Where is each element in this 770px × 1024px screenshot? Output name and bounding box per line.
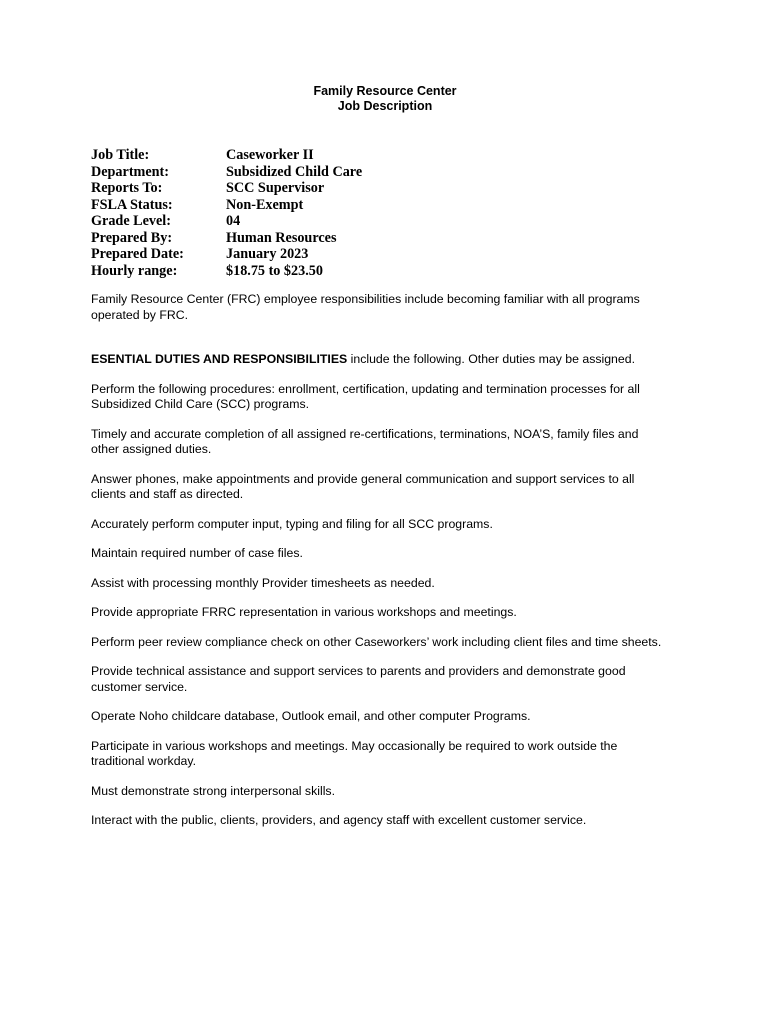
field-row-prepared-by [91,230,362,247]
duty-line: Participate in various workshops and meetings. May occasionally be required to work outside the [91,738,618,753]
duties-section [91,352,691,829]
duty-item [91,427,691,458]
field-row-job-title [91,147,362,164]
duty-line: Timely and accurate completion of all assigned re-certifications, terminations, NOA’S, family files and [91,426,639,441]
field-value: Subsidized Child Care [226,163,363,180]
intro-line: operated by FRC. [91,307,189,322]
field-label: FSLA Status: [91,196,173,213]
intro-line: Family Resource Center (FRC) employee responsibilities include becoming familiar with all programs [91,292,640,306]
field-label: Hourly range: [91,262,178,279]
field-label: Prepared By: [91,229,173,246]
duty-line: Interact with the public, clients, providers, and agency staff with excellent customer service. [91,813,587,827]
duty-item [91,784,691,800]
field-row-prepared-date [91,246,362,263]
field-value: Caseworker II [226,147,314,163]
field-label: Prepared Date: [91,246,184,262]
field-row-reports-to [91,180,362,197]
duty-line: Provide technical assistance and support services to parents and providers and demonstrate good [91,664,626,678]
duty-item [91,546,691,562]
duty-line: customer service. [91,679,188,694]
field-value: Human Resources [226,229,337,246]
duties-heading-rest: include the following. Other duties may be assigned. [347,352,635,366]
field-value: SCC Supervisor [226,180,325,196]
duty-line: Answer phones, make appointments and provide general communication and support services to all [91,471,635,486]
duty-item [91,813,691,829]
duty-line: Accurately perform computer input, typing and filing for all SCC programs. [91,516,493,531]
duty-item [91,517,691,533]
field-label: Job Title: [91,147,150,163]
field-value: Non-Exempt [226,196,304,213]
duty-item [91,382,691,413]
duty-line: Operate Noho childcare database, Outlook email, and other computer Programs. [91,709,531,723]
duty-item [91,664,691,695]
field-value: $18.75 to $23.50 [226,262,323,279]
document-header [0,84,770,114]
duty-line: Must demonstrate strong interpersonal skills. [91,783,335,798]
duty-item [91,605,691,621]
duty-item [91,472,691,503]
duty-line: traditional workday. [91,754,197,768]
duty-line: Assist with processing monthly Provider timesheets as needed. [91,575,435,590]
field-row-department [91,164,362,181]
duty-line: Perform peer review compliance check on other Caseworkers’ work including client files and time sheets. [91,634,662,649]
field-value: January 2023 [226,246,309,262]
document-title: Family Resource Center [313,84,457,98]
field-row-grade-level [91,213,362,230]
field-value: 04 [226,213,241,229]
field-label: Department: [91,163,170,180]
field-label: Reports To: [91,180,163,196]
duty-line: Subsidized Child Care (SCC) programs. [91,397,310,411]
duties-heading [91,352,691,368]
duty-item [91,635,691,651]
duty-line: other assigned duties. [91,442,212,456]
duty-item [91,739,691,770]
intro-paragraph [91,292,691,323]
document-subtitle: Job Description [337,99,433,113]
field-row-hourly-range [91,263,362,280]
field-label: Grade Level: [91,213,171,229]
duty-item [91,709,691,725]
duty-item [91,576,691,592]
duty-line: Perform the following procedures: enrollment, certification, updating and termination processes for all [91,381,640,396]
field-row-fsla-status [91,197,362,214]
duties-heading-bold: ESENTIAL DUTIES AND RESPONSIBILITIES [91,352,348,366]
duty-line: clients and staff as directed. [91,487,244,501]
duty-line: Provide appropriate FRRC representation in various workshops and meetings. [91,605,517,619]
duty-line: Maintain required number of case files. [91,546,303,560]
job-fields [91,147,362,279]
